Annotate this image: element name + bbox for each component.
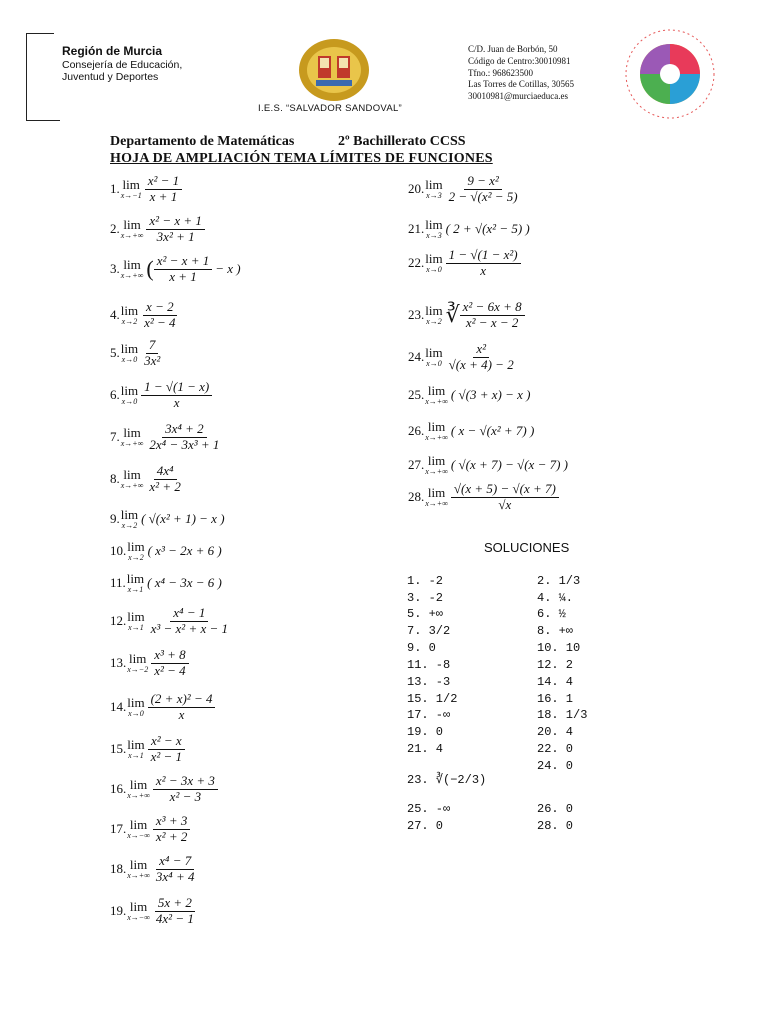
exercise-item <box>110 298 179 332</box>
region-title: Región de Murcia <box>62 44 163 58</box>
exercise-number: 23. <box>408 307 425 322</box>
limit-operator: lim x→3 <box>425 217 443 240</box>
exercise-item <box>110 420 222 454</box>
solution-item: 11. -8 <box>407 658 451 672</box>
numerator: 7 <box>146 338 159 353</box>
exercise-item <box>110 812 190 846</box>
exercise-number: 1. <box>110 181 120 196</box>
limit-subscript: x→−∞ <box>127 831 150 840</box>
exercise-number: 14. <box>110 699 127 714</box>
denominator: x <box>178 706 185 722</box>
exercise-item <box>110 502 225 536</box>
limit-operator: lim x→2 <box>120 507 139 530</box>
exercise-number: 2. <box>110 221 120 236</box>
fraction <box>148 692 216 722</box>
limit-subscript: x→3 <box>426 231 442 240</box>
fraction <box>141 380 212 410</box>
exercise-item <box>110 852 197 886</box>
limit-operator: lim x→2 <box>127 539 145 562</box>
limit-operator: lim x→+∞ <box>120 425 144 448</box>
numerator: 3x⁴ + 2 <box>162 422 207 437</box>
solution-item: 16. 1 <box>537 692 574 706</box>
limit-subscript: x→+∞ <box>120 439 144 448</box>
exercise-item <box>110 732 185 766</box>
exercise-item <box>408 340 517 374</box>
department-title: Departamento de Matemáticas <box>110 134 295 149</box>
limit-subscript: x→2 <box>121 521 138 530</box>
exercise-number: 21. <box>408 221 425 236</box>
exercise-number: 5. <box>110 345 120 360</box>
limit-operator: lim x→+∞ <box>425 383 448 406</box>
limit-operator: lim x→2 <box>120 303 139 326</box>
exercise-number: 22. <box>408 255 425 270</box>
exercise-item <box>408 246 521 280</box>
exercise-number: 20. <box>408 181 425 196</box>
denominator: 2 − √(x² − 5) <box>448 188 518 204</box>
region-subtitle: Consejería de Educación, Juventud y Deportes <box>62 59 183 83</box>
limit-operator: lim x→−1 <box>120 177 142 200</box>
limit-operator: lim x→3 <box>425 177 443 200</box>
solution-item: 17. -∞ <box>407 708 451 722</box>
limit-subscript: x→1 <box>127 585 144 594</box>
denominator: x + 1 <box>149 188 178 204</box>
exercise-number: 27. <box>408 457 425 472</box>
denominator: √x <box>498 496 512 512</box>
limit-operator: lim x→0 <box>425 345 443 368</box>
header-frame-line <box>26 120 60 121</box>
limit-operator: lim x→1 <box>127 737 145 760</box>
exercise-number: 3. <box>110 261 120 276</box>
numerator: x² <box>473 342 489 357</box>
exercise-item <box>408 448 568 482</box>
fraction <box>141 338 163 368</box>
denominator: x² + 2 <box>149 478 181 494</box>
exercise-item <box>408 212 530 246</box>
limit-subscript: x→+∞ <box>425 433 448 442</box>
solution-item: 26. 0 <box>537 802 574 816</box>
numerator: 1 − √(1 − x²) <box>446 248 521 263</box>
fraction <box>153 774 218 804</box>
limit-operator: lim x→−∞ <box>127 817 150 840</box>
denominator: √(x + 4) − 2 <box>448 356 514 372</box>
exercise-number: 11. <box>110 575 126 590</box>
numerator: x² − x + 1 <box>146 214 204 229</box>
denominator: x² − 1 <box>150 748 183 764</box>
limit-operator: lim x→−∞ <box>127 899 150 922</box>
exercise-number: 24. <box>408 349 425 364</box>
denominator: 3x² <box>144 352 161 368</box>
exercise-number: 4. <box>110 307 120 322</box>
numerator: x³ + 3 <box>153 814 190 829</box>
limit-operator: lim x→0 <box>127 695 145 718</box>
limit-operator: lim x→1 <box>126 571 145 594</box>
limit-subscript: x→−∞ <box>127 913 150 922</box>
numerator: x² − 1 <box>145 174 182 189</box>
solution-item: 24. 0 <box>537 759 574 773</box>
exercise-number: 12. <box>110 613 127 628</box>
fraction <box>145 174 182 204</box>
exercise-number: 25. <box>408 387 425 402</box>
fraction <box>451 482 559 512</box>
exercise-number: 8. <box>110 471 120 486</box>
expression: ( x⁴ − 3x − 6 ) <box>147 575 222 590</box>
limit-subscript: x→−2 <box>127 665 149 674</box>
fraction <box>148 606 231 636</box>
limit-subscript: x→+∞ <box>425 467 448 476</box>
exercise-item <box>110 252 241 286</box>
solution-item: 1. -2 <box>407 574 444 588</box>
denominator: x³ − x² + x − 1 <box>150 620 229 636</box>
exercise-number: 9. <box>110 511 120 526</box>
limit-subscript: x→+∞ <box>120 271 144 280</box>
solution-item: 13. -3 <box>407 675 451 689</box>
denominator: x² + 2 <box>155 828 188 844</box>
solution-item: 22. 0 <box>537 742 574 756</box>
expression: ( √(3 + x) − x ) <box>450 387 531 402</box>
limit-subscript: x→2 <box>426 317 442 326</box>
denominator: 3x² + 1 <box>156 228 195 244</box>
solution-item: 18. 1/3 <box>537 708 588 722</box>
numerator: x² − x <box>148 734 185 749</box>
numerator: x⁴ − 1 <box>170 606 208 621</box>
header-frame-line <box>26 33 54 34</box>
limit-subscript: x→3 <box>426 191 442 200</box>
school-name: I.E.S. “SALVADOR SANDOVAL” <box>258 103 403 114</box>
exercise-number: 10. <box>110 543 127 558</box>
limit-subscript: x→−1 <box>120 191 142 200</box>
limit-subscript: x→0 <box>128 709 144 718</box>
numerator: 4x⁴ <box>154 464 177 479</box>
limit-operator: lim x→+∞ <box>120 217 144 240</box>
denominator: x² − 3 <box>169 788 202 804</box>
healthy-life-logo <box>624 28 716 120</box>
numerator: √(x + 5) − √(x + 7) <box>451 482 559 497</box>
limit-subscript: x→2 <box>128 553 144 562</box>
expression: ( 2 + √(x² − 5) ) <box>445 221 530 236</box>
exercise-item <box>110 172 182 206</box>
exercise-item <box>408 378 530 412</box>
fraction <box>153 896 197 926</box>
denominator: 2x⁴ − 3x³ + 1 <box>149 436 220 452</box>
limit-subscript: x→1 <box>128 751 144 760</box>
denominator: 4x² − 1 <box>155 910 194 926</box>
fraction <box>146 214 204 244</box>
expression: ( x − √(x² + 7) ) <box>450 423 535 438</box>
denominator: x² − 4 <box>154 662 186 678</box>
limit-subscript: x→+∞ <box>120 481 144 490</box>
exercise-item <box>110 462 184 496</box>
solutions-title: SOLUCIONES <box>484 540 570 555</box>
limit-subscript: x→0 <box>426 265 442 274</box>
exercise-number: 15. <box>110 741 127 756</box>
exercise-number: 28. <box>408 489 425 504</box>
exercise-number: 7. <box>110 429 120 444</box>
exercise-item <box>408 414 534 448</box>
fraction <box>460 300 525 330</box>
exercise-item <box>110 336 163 370</box>
numerator: x³ + 8 <box>151 648 188 663</box>
fraction <box>146 464 183 494</box>
exercise-item <box>110 604 231 638</box>
limit-subscript: x→0 <box>121 355 138 364</box>
limit-subscript: x→+∞ <box>120 231 144 240</box>
exercise-item <box>408 298 525 332</box>
exercise-item <box>110 690 215 724</box>
solution-item: 28. 0 <box>537 819 574 833</box>
fraction <box>153 854 198 884</box>
solution-item: 2. 1/3 <box>537 574 581 588</box>
limit-subscript: x→+∞ <box>425 397 448 406</box>
exercise-number: 26. <box>408 423 425 438</box>
exercise-item <box>408 172 521 206</box>
limit-operator: lim x→0 <box>425 251 443 274</box>
fraction <box>446 248 521 278</box>
limit-subscript: x→+∞ <box>425 499 448 508</box>
solution-item: 10. 10 <box>537 641 581 655</box>
limit-operator: lim x→−2 <box>127 651 149 674</box>
exercise-item <box>110 212 205 246</box>
fraction <box>154 254 212 284</box>
limit-operator: lim x→1 <box>127 609 145 632</box>
limit-subscript: x→0 <box>426 359 442 368</box>
limit-subscript: x→+∞ <box>127 871 150 880</box>
exercise-number: 6. <box>110 387 120 402</box>
solution-item: 3. -2 <box>407 591 444 605</box>
header-frame-line <box>26 33 27 120</box>
exercise-number: 19. <box>110 903 127 918</box>
limit-operator: lim x→0 <box>120 383 139 406</box>
solution-item: 14. 4 <box>537 675 574 689</box>
exercise-item <box>110 378 212 412</box>
fraction <box>153 814 190 844</box>
exercise-item <box>110 534 222 568</box>
school-address: C/D. Juan de Borbón, 50 Código de Centro:30010981 Tfno.: 968623500 Las Torres de Cotillas, 30565 30010981@murciaeduca.es <box>468 44 574 102</box>
exercise-item <box>110 772 218 806</box>
course-title: 2º Bachillerato CCSS <box>338 134 466 149</box>
numerator: 5x + 2 <box>155 896 195 911</box>
fraction <box>446 174 521 204</box>
limit-subscript: x→0 <box>121 397 138 406</box>
expression-prefix: ∛ <box>445 302 460 327</box>
denominator: 3x⁴ + 4 <box>155 868 195 884</box>
fraction <box>148 734 185 764</box>
numerator: 9 − x² <box>464 174 501 189</box>
exercise-number: 13. <box>110 655 127 670</box>
fraction <box>151 648 188 678</box>
exercise-item <box>110 566 222 600</box>
exercise-number: 16. <box>110 781 127 796</box>
limit-operator: lim x→+∞ <box>425 419 448 442</box>
solution-item: 25. -∞ <box>407 802 451 816</box>
limit-operator: lim x→+∞ <box>127 857 150 880</box>
expression: ( x³ − 2x + 6 ) <box>147 543 222 558</box>
exercise-item <box>110 894 197 928</box>
expression: ( √(x² + 1) − x ) <box>141 511 225 526</box>
denominator: x <box>173 394 180 410</box>
limit-subscript: x→+∞ <box>127 791 150 800</box>
solution-item: 15. 1/2 <box>407 692 458 706</box>
denominator: x <box>480 262 486 278</box>
numerator: x² − 6x + 8 <box>460 300 525 315</box>
exercise-item <box>110 646 189 680</box>
limit-subscript: x→2 <box>121 317 138 326</box>
solution-item: 7. 3/2 <box>407 624 451 638</box>
limit-operator: lim x→+∞ <box>127 777 150 800</box>
numerator: x − 2 <box>143 300 177 315</box>
solution-item: 5. +∞ <box>407 607 444 621</box>
solution-item: 19. 0 <box>407 725 444 739</box>
limit-operator: lim x→2 <box>425 303 443 326</box>
fraction <box>446 342 517 372</box>
numerator: x² − x + 1 <box>154 254 212 269</box>
limit-subscript: x→1 <box>128 623 144 632</box>
limit-operator: lim x→+∞ <box>425 453 448 476</box>
school-seal-logo <box>298 38 370 102</box>
expression-prefix: ( <box>146 256 154 281</box>
numerator: x⁴ − 7 <box>156 854 194 869</box>
solution-item: 9. 0 <box>407 641 436 655</box>
sheet-title: HOJA DE AMPLIACIÓN TEMA LÍMITES DE FUNCIONES <box>110 151 493 166</box>
denominator: x² − 4 <box>144 314 176 330</box>
solution-item: 23. ∛(−2/3) <box>407 773 487 787</box>
denominator: x + 1 <box>169 268 197 284</box>
limit-operator: lim x→+∞ <box>425 485 448 508</box>
exercise-number: 17. <box>110 821 127 836</box>
denominator: x² − x − 2 <box>465 314 519 330</box>
solution-item: 21. 4 <box>407 742 444 756</box>
limit-operator: lim x→+∞ <box>120 467 144 490</box>
limit-operator: lim x→0 <box>120 341 139 364</box>
solution-item: 4. ¼. <box>537 591 574 605</box>
limit-operator: lim x→+∞ <box>120 257 144 280</box>
numerator: 1 − √(1 − x) <box>141 380 212 395</box>
numerator: (2 + x)² − 4 <box>148 692 216 707</box>
fraction <box>141 300 178 330</box>
expression-suffix: − x ) <box>215 261 241 276</box>
solution-item: 12. 2 <box>537 658 574 672</box>
exercise-number: 18. <box>110 861 127 876</box>
expression: ( √(x + 7) − √(x − 7) ) <box>450 457 569 472</box>
fraction <box>146 422 222 452</box>
numerator: x² − 3x + 3 <box>153 774 218 789</box>
solution-item: 6. ½ <box>537 607 566 621</box>
solution-item: 20. 4 <box>537 725 574 739</box>
solution-item: 27. 0 <box>407 819 444 833</box>
exercise-item <box>408 480 559 514</box>
solution-item: 8. +∞ <box>537 624 574 638</box>
